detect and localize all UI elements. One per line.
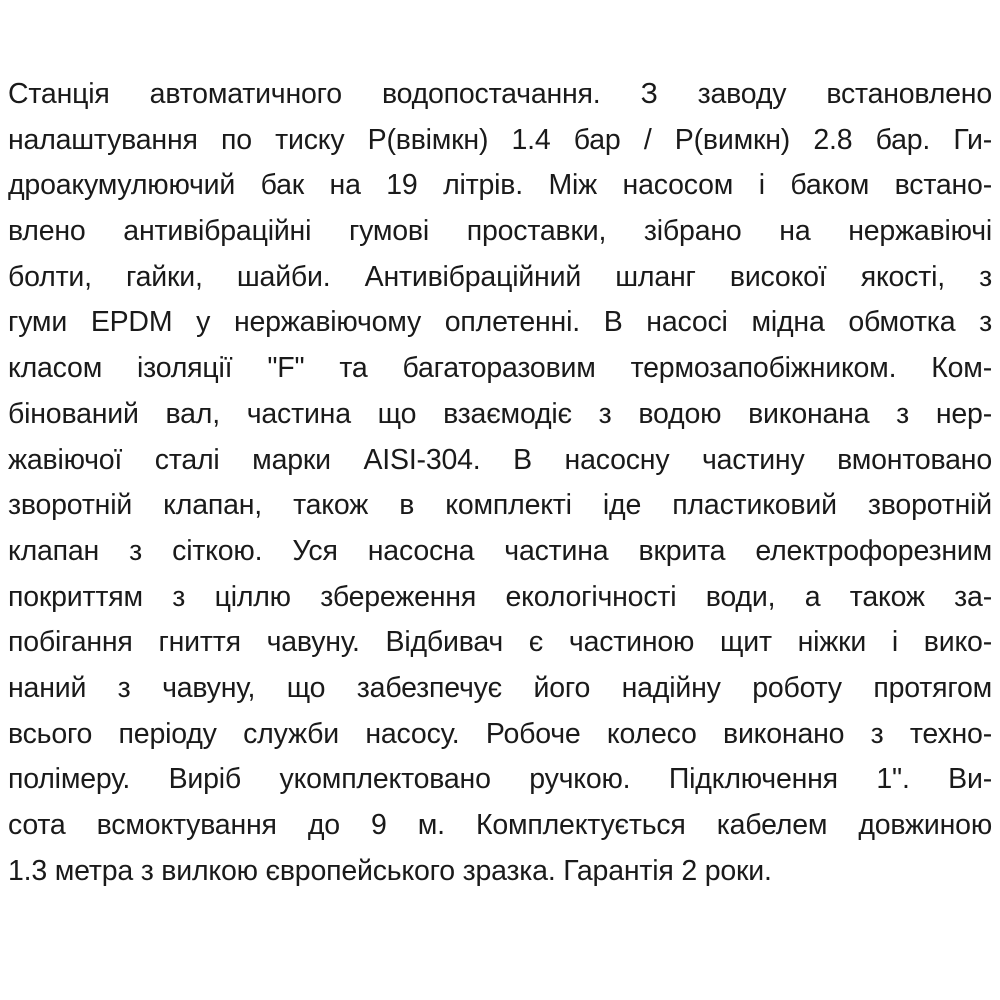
text-line: покриттям з ціллю збереження екологічності води, а також за- xyxy=(8,580,992,613)
text-line: бінований вал, частина що взаємодіє з водою виконана з нер- xyxy=(8,397,992,430)
text-line: гуми EPDM у нержавіючому оплетенні. В насосі мідна обмотка з xyxy=(8,306,992,339)
text-line: зворотній клапан, також в комплекті іде пластиковий зворотній xyxy=(8,489,992,522)
text-line: всього періоду служби насосу. Робоче колесо виконано з техно- xyxy=(8,717,992,750)
text-line: класом ізоляції "F" та багаторазовим термозапобіжником. Ком- xyxy=(8,352,992,385)
text-line: болти, гайки, шайби. Антивібраційний шланг високої якості, з xyxy=(8,260,992,293)
text-line: наний з чавуну, що забезпечує його надійну роботу протягом xyxy=(8,671,992,704)
text-line: жавіючої сталі марки AISI-304. В насосну частину вмонтовано xyxy=(8,443,992,476)
text-line: Станція автоматичного водопостачання. З заводу встановлено xyxy=(8,78,992,110)
text-line: полімеру. Виріб укомплектовано ручкою. Підключення 1". Ви- xyxy=(8,763,992,796)
text-line: налаштування по тиску Р(ввімкн) 1.4 бар / Р(вимкн) 2.8 бар. Ги- xyxy=(8,123,992,156)
text-line: побігання гниття чавуну. Відбивач є частиною щит ніжки і вико- xyxy=(8,626,992,659)
text-line: влено антивібраційні гумові проставки, зібрано на нержавіючі xyxy=(8,215,992,248)
text-line: клапан з сіткою. Уся насосна частина вкрита електрофорезним xyxy=(8,534,992,567)
product-description xyxy=(8,72,992,894)
text-line: сота всмоктування до 9 м. Комплектується кабелем довжиною xyxy=(8,809,992,841)
text-line: дроакумулюючий бак на 19 літрів. Між насосом і баком встано- xyxy=(8,169,992,202)
text-line: 1.3 метра з вилкою європейського зразка. Гарантія 2 роки. xyxy=(8,854,772,887)
